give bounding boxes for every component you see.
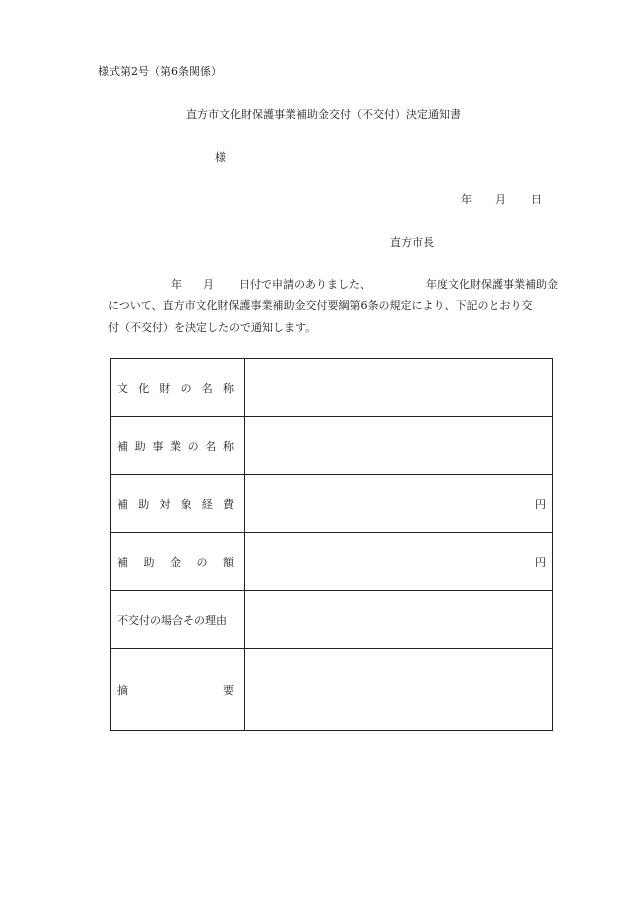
date-day-label: 日 — [531, 193, 542, 206]
document-title: 直方市文化財保護事業補助金交付（不交付）決定通知書 — [186, 108, 461, 121]
issuer-name: 直方市長 — [390, 236, 434, 249]
eligible-expenses-field[interactable]: 円 — [245, 475, 553, 533]
table-row — [111, 359, 553, 417]
label-cultural-property-name: 文 化 財 の 名 称 — [117, 381, 234, 395]
row-label — [111, 359, 245, 417]
label-eligible-expenses: 補 助 対 象 経 費 — [117, 497, 234, 511]
date-year-label: 年 — [461, 193, 472, 206]
table-row — [111, 417, 553, 475]
detail-table — [110, 358, 553, 731]
body-text-line2: について、直方市文化財保護事業補助金交付要綱第6条の規定により、下記のとおり交 — [108, 299, 533, 312]
body-year-label: 年 — [171, 278, 182, 291]
subsidy-amount-field[interactable]: 円 — [245, 533, 553, 591]
label-project-name: 補 助 事 業 の 名 称 — [117, 439, 234, 453]
row-label — [111, 591, 245, 649]
row-label — [111, 475, 245, 533]
body-fiscal-year-text: 年度文化財保護事業補助金 — [426, 278, 558, 291]
non-grant-reason-field[interactable] — [245, 591, 553, 649]
body-text-line3: 付（不交付）を決定したので通知します。 — [108, 321, 317, 334]
date-month-label: 月 — [495, 193, 506, 206]
body-text-line1: 日付で申請のありました、 — [239, 278, 371, 291]
label-remarks: 摘 要 — [117, 683, 234, 697]
label-non-grant-reason: 不交付の場合その理由 — [117, 613, 227, 627]
label-subsidy-amount: 補 助 金 の 額 — [117, 555, 234, 569]
row-label — [111, 533, 245, 591]
table-row — [111, 475, 553, 533]
table-row — [111, 591, 553, 649]
project-name-field[interactable] — [245, 417, 553, 475]
table-row — [111, 649, 553, 731]
body-month-label: 月 — [203, 278, 214, 291]
row-label — [111, 417, 245, 475]
remarks-field[interactable] — [245, 649, 553, 731]
table-row — [111, 533, 553, 591]
row-label — [111, 649, 245, 731]
addressee-suffix: 様 — [215, 151, 226, 164]
form-number: 様式第2号（第6条関係） — [98, 65, 222, 78]
cultural-property-name-field[interactable] — [245, 359, 553, 417]
